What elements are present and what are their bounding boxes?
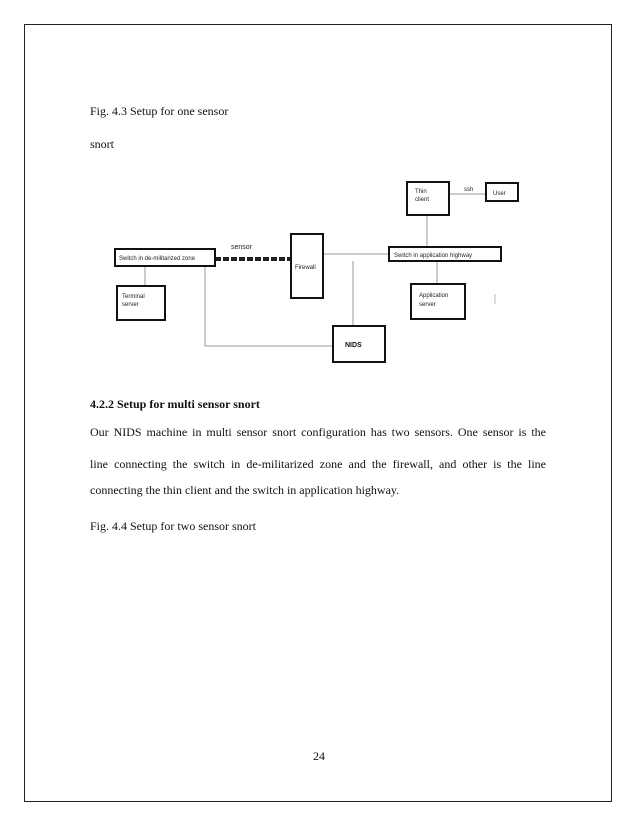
application-server-label-2: server [419,302,436,308]
terminal-server-label-1: Terminal [122,294,145,300]
paragraph-line-3: connecting the thin client and the switch in application highway. [90,483,400,497]
ssh-label: ssh [464,187,474,193]
paragraph-line-2: line connecting the switch in de-militarized zone and the firewall, and other is the line [90,457,546,471]
figure-caption-4-3-continued: snort [90,137,114,151]
section-paragraph [90,425,546,439]
paragraph-line-1: Our NIDS machine in multi sensor snort configuration has two sensors. One sensor is the [90,425,546,439]
firewall-label: Firewall [295,265,316,271]
switch-dmz-label: Switch in de-militarized zone [119,256,196,262]
nids-label: NIDS [345,342,362,349]
section-paragraph-3 [90,483,546,497]
section-heading: 4.2.2 Setup for multi sensor snort [90,397,260,411]
network-diagram-one-sensor [105,170,525,380]
thin-client-label-2: client [415,197,430,203]
user-label: User [493,191,506,197]
section-paragraph-2 [90,457,546,471]
thin-client-label-1: Thin [415,189,427,195]
sensor-label: sensor [231,244,253,251]
switch-app-label: Switch in application highway [394,253,473,259]
figure-caption-4-3: Fig. 4.3 Setup for one sensor [90,104,229,118]
terminal-server-label-2: server [122,302,139,308]
page-number: 24 [313,749,325,763]
figure-caption-4-4: Fig. 4.4 Setup for two sensor snort [90,519,256,533]
application-server-label-1: Application [419,293,449,299]
